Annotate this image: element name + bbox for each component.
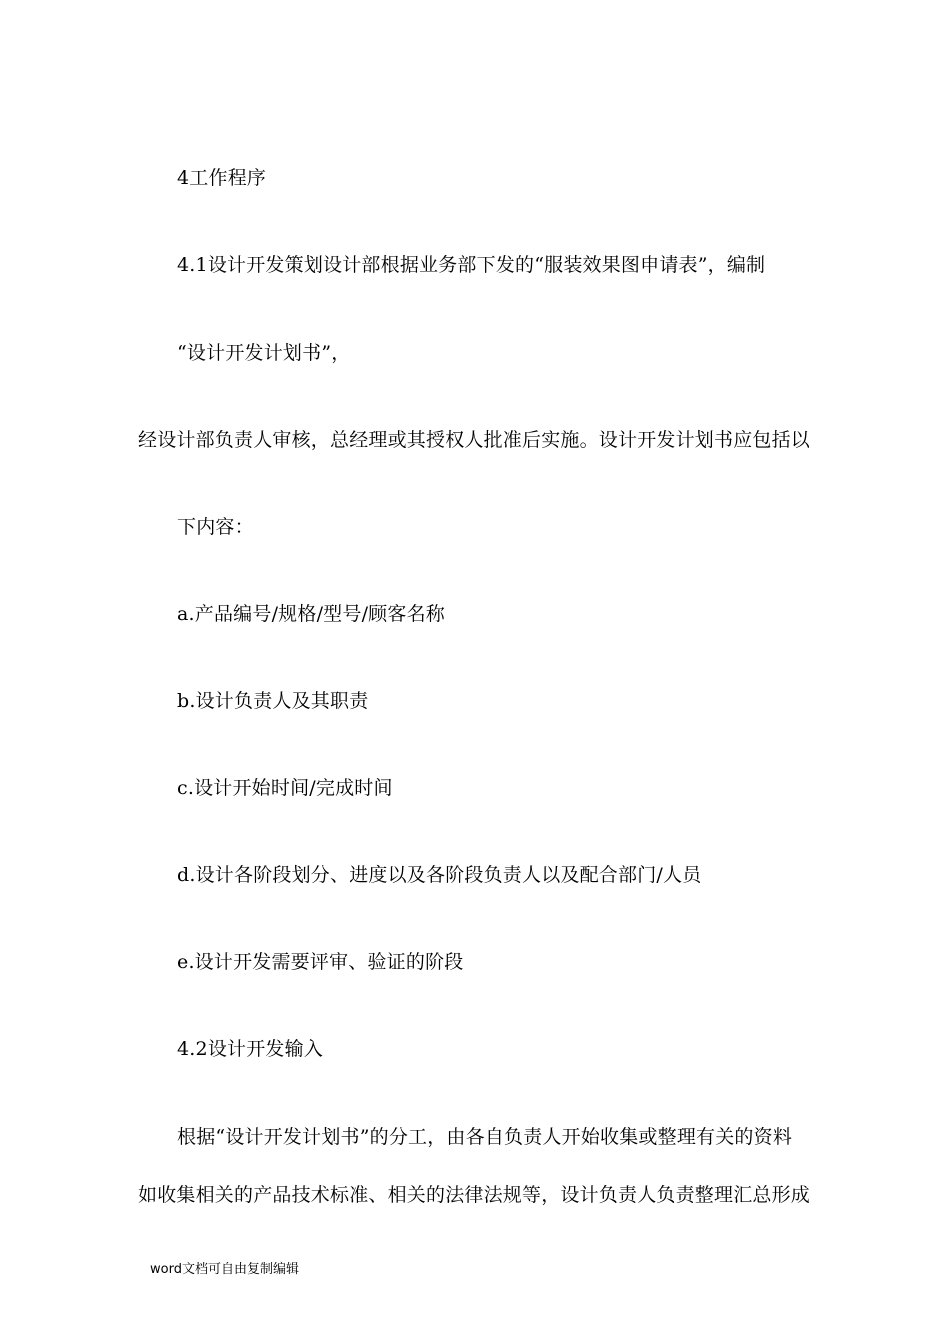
section-heading-4: 4工作程序	[177, 167, 267, 189]
list-item-e: e.设计开发需要评审、验证的阶段	[177, 951, 464, 973]
paragraph-line: 如收集相关的产品技术标准、相关的法律法规等，设计负责人负责整理汇总形成	[138, 1184, 811, 1206]
list-item-d: d.设计各阶段划分、进度以及各阶段负责人以及配合部门/人员	[177, 864, 702, 886]
list-item-c: c.设计开始时间/完成时间	[177, 777, 393, 799]
paragraph-line: 经设计部负责人审核，总经理或其授权人批准后实施。设计开发计划书应包括以	[138, 429, 811, 451]
paragraph-line: “设计开发计划书”，	[177, 342, 351, 364]
paragraph-line: 根据“设计开发计划书”的分工，由各自负责人开始收集或整理有关的资料	[177, 1126, 793, 1148]
paragraph-line: 下内容：	[177, 516, 254, 538]
list-item-a: a.产品编号/规格/型号/顾客名称	[177, 603, 445, 625]
list-item-b: b.设计负责人及其职责	[177, 690, 369, 712]
section-heading-4-2: 4.2设计开发输入	[177, 1038, 324, 1060]
paragraph-line: 4.1设计开发策划设计部根据业务部下发的“服装效果图申请表”，编制	[177, 254, 766, 276]
page-footer: word文档可自由复制编辑	[150, 1262, 299, 1277]
